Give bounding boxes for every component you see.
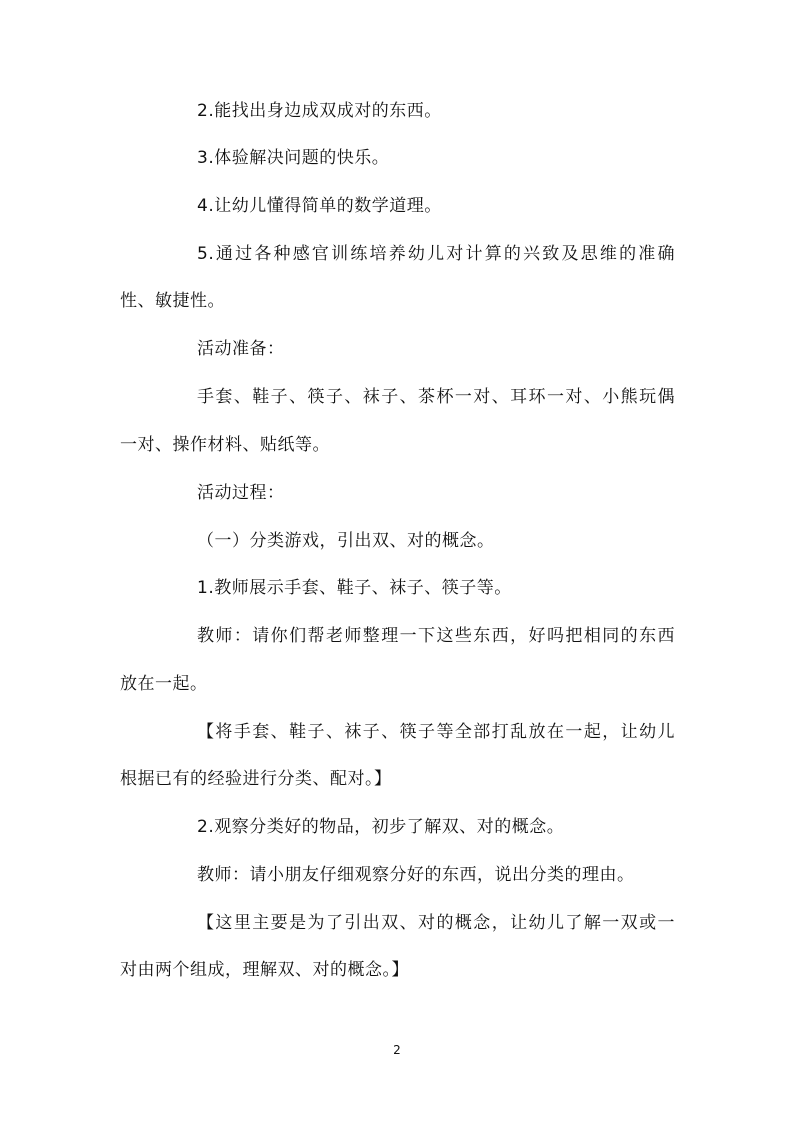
paragraph-line: 4.让幼儿懂得简单的数学道理。 <box>197 196 442 216</box>
paragraph-line: 【将手套、鞋子、袜子、筷子等全部打乱放在一起，让幼儿 <box>197 722 675 742</box>
paragraph-line: 2.能找出身边成双成对的东西。 <box>197 101 442 121</box>
section-heading: 活动准备： <box>197 339 285 359</box>
paragraph-line: 一对、操作材料、贴纸等。 <box>120 435 330 455</box>
paragraph-line: 教师：请你们帮老师整理一下这些东西，好吗把相同的东西 <box>197 626 675 646</box>
paragraph-line: 5.通过各种感官训练培养幼儿对计算的兴致及思维的准确 <box>197 244 675 264</box>
paragraph-line: 【这里主要是为了引出双、对的概念，让幼儿了解一双或一 <box>197 913 675 933</box>
paragraph-line: 根据已有的经验进行分类、配对。】 <box>120 769 392 789</box>
paragraph-line: 教师：请小朋友仔细观察分好的东西，说出分类的理由。 <box>197 865 635 885</box>
paragraph-line: 1.教师展示手套、鞋子、袜子、筷子等。 <box>197 578 512 598</box>
paragraph-line: 性、敏捷性。 <box>120 291 225 311</box>
paragraph-line: 3.体验解决问题的快乐。 <box>197 148 390 168</box>
paragraph-line: 手套、鞋子、筷子、袜子、茶杯一对、耳环一对、小熊玩偶 <box>197 387 675 407</box>
page-number: 2 <box>393 1043 401 1057</box>
paragraph-line: 2.观察分类好的物品，初步了解双、对的概念。 <box>197 817 565 837</box>
paragraph-line: 放在一起。 <box>120 674 208 694</box>
paragraph-line: 对由两个组成，理解双、对的概念。】 <box>120 960 409 980</box>
section-heading: 活动过程： <box>197 483 285 503</box>
paragraph-line: （一）分类游戏，引出双、对的概念。 <box>197 531 495 551</box>
